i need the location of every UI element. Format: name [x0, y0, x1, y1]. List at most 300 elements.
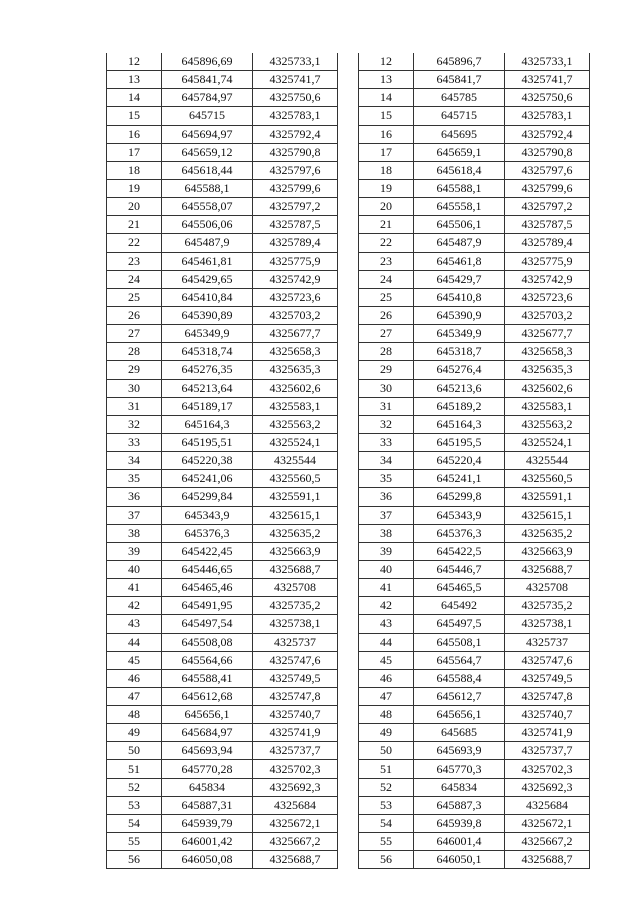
y-coordinate-cell: 4325742,9 [253, 270, 338, 288]
table-row [107, 814, 338, 832]
point-number-cell: 44 [359, 633, 414, 651]
y-coordinate-cell: 4325688,7 [253, 560, 338, 578]
x-coordinate-cell: 645618,4 [414, 161, 505, 179]
y-coordinate-cell: 4325703,2 [505, 306, 590, 324]
point-number-cell: 25 [107, 288, 162, 306]
x-coordinate-cell: 645491,95 [162, 597, 253, 615]
point-number-cell: 30 [359, 379, 414, 397]
table-row [107, 760, 338, 778]
table-row [107, 506, 338, 524]
x-coordinate-cell: 645465,46 [162, 579, 253, 597]
point-number-cell: 34 [359, 452, 414, 470]
x-coordinate-cell: 645508,1 [414, 633, 505, 651]
y-coordinate-cell: 4325735,2 [253, 597, 338, 615]
table-row [107, 161, 338, 179]
table-row [107, 796, 338, 814]
table-row [107, 198, 338, 216]
y-coordinate-cell: 4325688,7 [253, 851, 338, 869]
point-number-cell: 49 [359, 724, 414, 742]
table-row [359, 760, 590, 778]
point-number-cell: 21 [107, 216, 162, 234]
table-row [107, 615, 338, 633]
table-row [359, 488, 590, 506]
x-coordinate-cell: 645410,8 [414, 288, 505, 306]
table-row [107, 724, 338, 742]
table-row [359, 669, 590, 687]
y-coordinate-cell: 4325723,6 [253, 288, 338, 306]
x-coordinate-cell: 646050,1 [414, 851, 505, 869]
point-number-cell: 18 [107, 161, 162, 179]
table-row [359, 343, 590, 361]
table-row [359, 143, 590, 161]
point-number-cell: 37 [107, 506, 162, 524]
point-number-cell: 29 [359, 361, 414, 379]
x-coordinate-cell: 645446,65 [162, 560, 253, 578]
x-coordinate-cell: 645446,7 [414, 560, 505, 578]
x-coordinate-cell: 645461,81 [162, 252, 253, 270]
x-coordinate-cell: 645656,1 [414, 706, 505, 724]
table-row [107, 633, 338, 651]
point-number-cell: 23 [359, 252, 414, 270]
y-coordinate-cell: 4325750,6 [253, 89, 338, 107]
table-row [359, 288, 590, 306]
x-coordinate-cell: 645693,9 [414, 742, 505, 760]
x-coordinate-cell: 645276,35 [162, 361, 253, 379]
point-number-cell: 21 [359, 216, 414, 234]
point-number-cell: 20 [107, 198, 162, 216]
table-row [107, 452, 338, 470]
point-number-cell: 15 [107, 107, 162, 125]
x-coordinate-cell: 645896,7 [414, 53, 505, 71]
point-number-cell: 51 [107, 760, 162, 778]
point-number-cell: 36 [107, 488, 162, 506]
x-coordinate-cell: 645189,17 [162, 397, 253, 415]
point-number-cell: 54 [359, 814, 414, 832]
y-coordinate-cell: 4325672,1 [505, 814, 590, 832]
y-coordinate-cell: 4325702,3 [253, 760, 338, 778]
table-row [359, 560, 590, 578]
table-row [359, 796, 590, 814]
x-coordinate-cell: 645715 [414, 107, 505, 125]
table-row [107, 125, 338, 143]
y-coordinate-cell: 4325749,5 [253, 669, 338, 687]
x-coordinate-cell: 645564,7 [414, 651, 505, 669]
y-coordinate-cell: 4325783,1 [505, 107, 590, 125]
table-row [359, 597, 590, 615]
y-coordinate-cell: 4325741,7 [505, 71, 590, 89]
point-number-cell: 45 [107, 651, 162, 669]
x-coordinate-cell: 645785 [414, 89, 505, 107]
x-coordinate-cell: 645213,6 [414, 379, 505, 397]
y-coordinate-cell: 4325797,6 [505, 161, 590, 179]
table-row [107, 470, 338, 488]
x-coordinate-cell: 645558,1 [414, 198, 505, 216]
y-coordinate-cell: 4325563,2 [253, 415, 338, 433]
y-coordinate-cell: 4325747,8 [253, 687, 338, 705]
table-row [107, 306, 338, 324]
point-number-cell: 35 [107, 470, 162, 488]
y-coordinate-cell: 4325775,9 [253, 252, 338, 270]
y-coordinate-cell: 4325688,7 [505, 851, 590, 869]
x-coordinate-cell: 645694,97 [162, 125, 253, 143]
point-number-cell: 56 [107, 851, 162, 869]
point-number-cell: 54 [107, 814, 162, 832]
x-coordinate-cell: 645506,1 [414, 216, 505, 234]
x-coordinate-cell: 645213,64 [162, 379, 253, 397]
x-coordinate-cell: 645220,38 [162, 452, 253, 470]
point-number-cell: 55 [359, 833, 414, 851]
point-number-cell: 46 [107, 669, 162, 687]
point-number-cell: 18 [359, 161, 414, 179]
y-coordinate-cell: 4325692,3 [505, 778, 590, 796]
table-row [359, 161, 590, 179]
x-coordinate-cell: 645695 [414, 125, 505, 143]
point-number-cell: 39 [359, 542, 414, 560]
x-coordinate-cell: 645939,8 [414, 814, 505, 832]
point-number-cell: 13 [107, 71, 162, 89]
table-row [359, 851, 590, 869]
point-number-cell: 52 [107, 778, 162, 796]
x-coordinate-cell: 645349,9 [414, 325, 505, 343]
y-coordinate-cell: 4325560,5 [253, 470, 338, 488]
x-coordinate-cell: 645343,9 [414, 506, 505, 524]
y-coordinate-cell: 4325524,1 [253, 433, 338, 451]
point-number-cell: 32 [359, 415, 414, 433]
x-coordinate-cell: 645656,1 [162, 706, 253, 724]
y-coordinate-cell: 4325737 [253, 633, 338, 651]
y-coordinate-cell: 4325799,6 [253, 179, 338, 197]
x-coordinate-cell: 645693,94 [162, 742, 253, 760]
point-number-cell: 38 [107, 524, 162, 542]
y-coordinate-cell: 4325749,5 [505, 669, 590, 687]
y-coordinate-cell: 4325741,7 [253, 71, 338, 89]
x-coordinate-cell: 645659,12 [162, 143, 253, 161]
x-coordinate-cell: 645349,9 [162, 325, 253, 343]
y-coordinate-cell: 4325602,6 [253, 379, 338, 397]
table-row [359, 71, 590, 89]
y-coordinate-cell: 4325735,2 [505, 597, 590, 615]
y-coordinate-cell: 4325792,4 [253, 125, 338, 143]
x-coordinate-cell: 645770,3 [414, 760, 505, 778]
point-number-cell: 13 [359, 71, 414, 89]
y-coordinate-cell: 4325684 [253, 796, 338, 814]
y-coordinate-cell: 4325702,3 [505, 760, 590, 778]
point-number-cell: 29 [107, 361, 162, 379]
point-number-cell: 45 [359, 651, 414, 669]
point-number-cell: 34 [107, 452, 162, 470]
point-number-cell: 24 [359, 270, 414, 288]
y-coordinate-cell: 4325787,5 [505, 216, 590, 234]
y-coordinate-cell: 4325635,3 [505, 361, 590, 379]
table-row [107, 433, 338, 451]
table-row [107, 524, 338, 542]
table-row [359, 615, 590, 633]
table-row [107, 687, 338, 705]
x-coordinate-cell: 645461,8 [414, 252, 505, 270]
table-row [107, 143, 338, 161]
point-number-cell: 56 [359, 851, 414, 869]
x-coordinate-cell: 645887,31 [162, 796, 253, 814]
y-coordinate-cell: 4325790,8 [253, 143, 338, 161]
x-coordinate-cell: 645429,7 [414, 270, 505, 288]
x-coordinate-cell: 645318,7 [414, 343, 505, 361]
point-number-cell: 41 [107, 579, 162, 597]
y-coordinate-cell: 4325797,2 [253, 198, 338, 216]
x-coordinate-cell: 646001,4 [414, 833, 505, 851]
table-row [107, 179, 338, 197]
y-coordinate-cell: 4325738,1 [505, 615, 590, 633]
y-coordinate-cell: 4325583,1 [253, 397, 338, 415]
y-coordinate-cell: 4325787,5 [253, 216, 338, 234]
y-coordinate-cell: 4325688,7 [505, 560, 590, 578]
table-row [107, 851, 338, 869]
y-coordinate-cell: 4325790,8 [505, 143, 590, 161]
table-row [107, 252, 338, 270]
point-number-cell: 28 [107, 343, 162, 361]
y-coordinate-cell: 4325737,7 [505, 742, 590, 760]
y-coordinate-cell: 4325635,2 [253, 524, 338, 542]
point-number-cell: 26 [107, 306, 162, 324]
x-coordinate-cell: 645487,9 [162, 234, 253, 252]
point-number-cell: 49 [107, 724, 162, 742]
x-coordinate-cell: 645558,07 [162, 198, 253, 216]
y-coordinate-cell: 4325615,1 [253, 506, 338, 524]
point-number-cell: 12 [359, 53, 414, 71]
y-coordinate-cell: 4325789,4 [505, 234, 590, 252]
table-row [359, 433, 590, 451]
table-row [359, 814, 590, 832]
table-row [107, 415, 338, 433]
x-coordinate-cell: 645684,97 [162, 724, 253, 742]
table-row [359, 270, 590, 288]
y-coordinate-cell: 4325797,2 [505, 198, 590, 216]
point-number-cell: 38 [359, 524, 414, 542]
y-coordinate-cell: 4325544 [253, 452, 338, 470]
x-coordinate-cell: 645770,28 [162, 760, 253, 778]
table-row [359, 742, 590, 760]
y-coordinate-cell: 4325789,4 [253, 234, 338, 252]
table-row [107, 669, 338, 687]
table-row [359, 306, 590, 324]
x-coordinate-cell: 645841,7 [414, 71, 505, 89]
table-row [107, 706, 338, 724]
x-coordinate-cell: 645588,4 [414, 669, 505, 687]
point-number-cell: 42 [107, 597, 162, 615]
point-number-cell: 40 [107, 560, 162, 578]
y-coordinate-cell: 4325733,1 [253, 53, 338, 71]
table-row [359, 524, 590, 542]
point-number-cell: 47 [359, 687, 414, 705]
y-coordinate-cell: 4325708 [253, 579, 338, 597]
table-row [107, 397, 338, 415]
point-number-cell: 17 [359, 143, 414, 161]
point-number-cell: 48 [107, 706, 162, 724]
y-coordinate-cell: 4325663,9 [505, 542, 590, 560]
table-row [107, 89, 338, 107]
table-row [359, 506, 590, 524]
x-coordinate-cell: 645376,3 [414, 524, 505, 542]
x-coordinate-cell: 645299,84 [162, 488, 253, 506]
x-coordinate-cell: 645164,3 [162, 415, 253, 433]
point-number-cell: 52 [359, 778, 414, 796]
table-row [359, 361, 590, 379]
y-coordinate-cell: 4325703,2 [253, 306, 338, 324]
y-coordinate-cell: 4325775,9 [505, 252, 590, 270]
y-coordinate-cell: 4325560,5 [505, 470, 590, 488]
table-row [107, 778, 338, 796]
point-number-cell: 12 [107, 53, 162, 71]
point-number-cell: 53 [107, 796, 162, 814]
table-row [359, 397, 590, 415]
point-number-cell: 55 [107, 833, 162, 851]
table-row [107, 53, 338, 71]
x-coordinate-cell: 645487,9 [414, 234, 505, 252]
y-coordinate-cell: 4325658,3 [253, 343, 338, 361]
point-number-cell: 17 [107, 143, 162, 161]
table-row [107, 343, 338, 361]
x-coordinate-cell: 645939,79 [162, 814, 253, 832]
table-row [359, 706, 590, 724]
y-coordinate-cell: 4325635,3 [253, 361, 338, 379]
table-row [107, 379, 338, 397]
coordinates-table-left [106, 53, 338, 869]
table-row [107, 542, 338, 560]
point-number-cell: 48 [359, 706, 414, 724]
x-coordinate-cell: 645715 [162, 107, 253, 125]
y-coordinate-cell: 4325677,7 [505, 325, 590, 343]
point-number-cell: 28 [359, 343, 414, 361]
point-number-cell: 43 [359, 615, 414, 633]
y-coordinate-cell: 4325635,2 [505, 524, 590, 542]
y-coordinate-cell: 4325799,6 [505, 179, 590, 197]
x-coordinate-cell: 645299,8 [414, 488, 505, 506]
table-row [107, 325, 338, 343]
point-number-cell: 16 [107, 125, 162, 143]
x-coordinate-cell: 645465,5 [414, 579, 505, 597]
x-coordinate-cell: 645896,69 [162, 53, 253, 71]
y-coordinate-cell: 4325663,9 [253, 542, 338, 560]
y-coordinate-cell: 4325737,7 [253, 742, 338, 760]
point-number-cell: 19 [359, 179, 414, 197]
y-coordinate-cell: 4325658,3 [505, 343, 590, 361]
point-number-cell: 27 [359, 325, 414, 343]
x-coordinate-cell: 645189,2 [414, 397, 505, 415]
table-row [359, 452, 590, 470]
table-row [107, 270, 338, 288]
x-coordinate-cell: 645195,5 [414, 433, 505, 451]
table-row [359, 107, 590, 125]
x-coordinate-cell: 645612,7 [414, 687, 505, 705]
y-coordinate-cell: 4325723,6 [505, 288, 590, 306]
point-number-cell: 44 [107, 633, 162, 651]
x-coordinate-cell: 645422,5 [414, 542, 505, 560]
y-coordinate-cell: 4325524,1 [505, 433, 590, 451]
x-coordinate-cell: 645612,68 [162, 687, 253, 705]
y-coordinate-cell: 4325667,2 [253, 833, 338, 851]
point-number-cell: 37 [359, 506, 414, 524]
table-row [107, 216, 338, 234]
y-coordinate-cell: 4325708 [505, 579, 590, 597]
point-number-cell: 15 [359, 107, 414, 125]
point-number-cell: 50 [359, 742, 414, 760]
point-number-cell: 14 [107, 89, 162, 107]
point-number-cell: 23 [107, 252, 162, 270]
y-coordinate-cell: 4325733,1 [505, 53, 590, 71]
x-coordinate-cell: 645564,66 [162, 651, 253, 669]
x-coordinate-cell: 645588,41 [162, 669, 253, 687]
table-row [107, 488, 338, 506]
point-number-cell: 43 [107, 615, 162, 633]
point-number-cell: 35 [359, 470, 414, 488]
x-coordinate-cell: 645429,65 [162, 270, 253, 288]
y-coordinate-cell: 4325750,6 [505, 89, 590, 107]
y-coordinate-cell: 4325737 [505, 633, 590, 651]
x-coordinate-cell: 645422,45 [162, 542, 253, 560]
point-number-cell: 47 [107, 687, 162, 705]
y-coordinate-cell: 4325747,8 [505, 687, 590, 705]
table-row [107, 288, 338, 306]
x-coordinate-cell: 645164,3 [414, 415, 505, 433]
y-coordinate-cell: 4325684 [505, 796, 590, 814]
y-coordinate-cell: 4325583,1 [505, 397, 590, 415]
point-number-cell: 46 [359, 669, 414, 687]
y-coordinate-cell: 4325672,1 [253, 814, 338, 832]
point-number-cell: 22 [107, 234, 162, 252]
table-row [107, 597, 338, 615]
point-number-cell: 14 [359, 89, 414, 107]
y-coordinate-cell: 4325692,3 [253, 778, 338, 796]
table-row [359, 579, 590, 597]
table-row [359, 470, 590, 488]
table-row [107, 651, 338, 669]
x-coordinate-cell: 645241,1 [414, 470, 505, 488]
x-coordinate-cell: 645390,89 [162, 306, 253, 324]
point-number-cell: 30 [107, 379, 162, 397]
x-coordinate-cell: 645220,4 [414, 452, 505, 470]
x-coordinate-cell: 645343,9 [162, 506, 253, 524]
table-row [107, 361, 338, 379]
y-coordinate-cell: 4325591,1 [505, 488, 590, 506]
table-row [359, 687, 590, 705]
x-coordinate-cell: 645195,51 [162, 433, 253, 451]
x-coordinate-cell: 645834 [414, 778, 505, 796]
point-number-cell: 27 [107, 325, 162, 343]
y-coordinate-cell: 4325740,7 [253, 706, 338, 724]
y-coordinate-cell: 4325747,6 [505, 651, 590, 669]
point-number-cell: 22 [359, 234, 414, 252]
y-coordinate-cell: 4325742,9 [505, 270, 590, 288]
table-row [359, 724, 590, 742]
x-coordinate-cell: 645508,08 [162, 633, 253, 651]
table-row [359, 542, 590, 560]
point-number-cell: 19 [107, 179, 162, 197]
point-number-cell: 33 [107, 433, 162, 451]
point-number-cell: 39 [107, 542, 162, 560]
point-number-cell: 51 [359, 760, 414, 778]
y-coordinate-cell: 4325792,4 [505, 125, 590, 143]
table-row [359, 125, 590, 143]
point-number-cell: 40 [359, 560, 414, 578]
point-number-cell: 24 [107, 270, 162, 288]
x-coordinate-cell: 645276,4 [414, 361, 505, 379]
table-row [359, 198, 590, 216]
table-row [359, 89, 590, 107]
y-coordinate-cell: 4325544 [505, 452, 590, 470]
x-coordinate-cell: 645318,74 [162, 343, 253, 361]
table-row [359, 252, 590, 270]
table-row [359, 234, 590, 252]
table-row [359, 778, 590, 796]
